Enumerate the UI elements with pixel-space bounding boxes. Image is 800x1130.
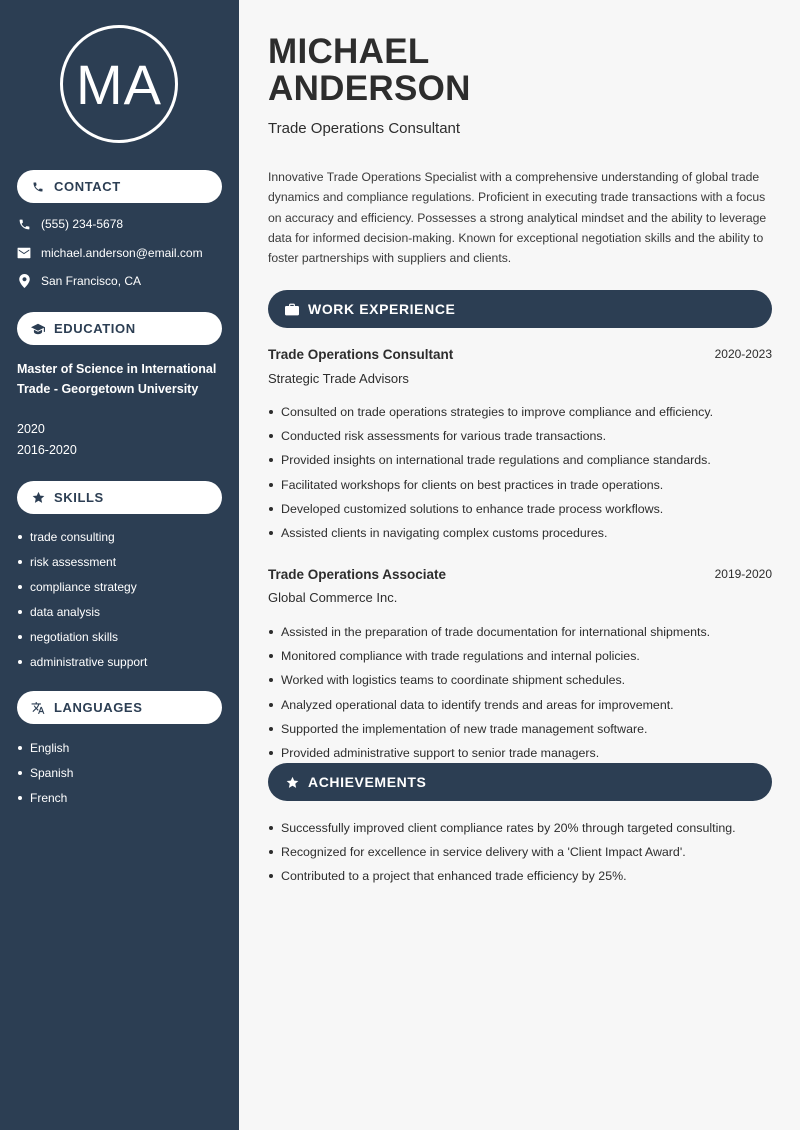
translate-icon [31,701,45,715]
skill-item: trade consulting [17,529,147,554]
achievement-item: Successfully improved client compliance rates by 20% through targeted consulting. [268,820,772,844]
achievements-heading [268,763,772,801]
job-title: Trade Operations Consultant [268,347,454,362]
achievements-list [268,820,772,893]
job-company: Strategic Trade Advisors [268,371,409,386]
job-bullet: Provided administrative support to senior trade managers. [268,745,772,769]
skill-item: data analysis [17,604,147,629]
email-text[interactable]: michael.anderson@email.com [41,246,203,260]
briefcase-icon [285,302,299,316]
job-dates: 2020-2023 [714,347,772,361]
language-item: French [17,790,73,815]
graduation-cap-icon [31,322,45,336]
job-bullet: Assisted clients in navigating complex customs procedures. [268,525,772,549]
candidate-title: Trade Operations Consultant [268,120,461,137]
job-bullets [268,404,772,549]
skills-heading-label: SKILLS [54,490,104,505]
star-icon [285,775,299,789]
education-year: 2020 [17,422,45,436]
contact-email [17,246,203,260]
profile-summary: Innovative Trade Operations Specialist with a comprehensive understanding of global trade dynamics and compliance regulations. Proficient in executing trade transactions with a focus on accuracy and efficiency. Possesses a strong analytical mindset and the ability to leverage data for informed decision-making. Known for exceptional negotiation skills and the ability to foster partnerships with suppliers and clients. [268,170,767,266]
education-period: 2016-2020 [17,443,77,457]
languages-heading [17,691,222,724]
name-last: ANDERSON [268,69,471,108]
contact-phone [17,217,123,231]
job-bullet: Assisted in the preparation of trade documentation for international shipments. [268,624,772,648]
job-bullets [268,624,772,769]
work-heading-label: WORK EXPERIENCE [308,301,456,317]
phone-icon [31,180,45,194]
phone-text[interactable]: (555) 234-5678 [41,217,124,231]
skills-list [17,529,147,679]
email-icon [17,246,31,260]
contact-location [17,274,141,288]
contact-heading-label: CONTACT [54,179,121,194]
education-heading-label: EDUCATION [54,321,136,336]
achievement-item: Recognized for excellence in service delivery with a 'Client Impact Award'. [268,844,772,868]
languages-heading-label: LANGUAGES [54,700,143,715]
job-bullet: Monitored compliance with trade regulations and internal policies. [268,648,772,672]
job-bullet: Provided insights on international trade regulations and compliance standards. [268,452,772,476]
star-icon [31,491,45,505]
job-bullet: Consulted on trade operations strategies to improve compliance and efficiency. [268,404,772,428]
skills-heading [17,481,222,514]
achievements-heading-label: ACHIEVEMENTS [308,774,427,790]
phone-icon [17,217,31,231]
sidebar [0,0,239,1130]
job-company: Global Commerce Inc. [268,590,398,605]
job-title: Trade Operations Associate [268,567,447,582]
education-heading [17,312,222,345]
work-experience-heading [268,290,772,328]
skill-item: administrative support [17,654,147,679]
job-bullet: Worked with logistics teams to coordinate shipment schedules. [268,672,772,696]
location-pin-icon [17,274,31,288]
language-item: English [17,740,73,765]
avatar-initials: MA [60,25,178,143]
skill-item: risk assessment [17,554,147,579]
job-bullet: Analyzed operational data to identify trends and areas for improvement. [268,697,772,721]
job-bullet: Conducted risk assessments for various trade transactions. [268,428,772,452]
job-bullet: Developed customized solutions to enhance trade process workflows. [268,501,772,525]
education-degree: Master of Science in International Trade - Georgetown University [17,362,217,396]
job-bullet: Supported the implementation of new trade management software. [268,721,772,745]
language-item: Spanish [17,765,73,790]
name-first: MICHAEL [268,32,430,71]
location-text: San Francisco, CA [41,274,142,288]
skill-item: negotiation skills [17,629,147,654]
languages-list [17,740,73,815]
job-dates: 2019-2020 [714,567,772,581]
job-bullet: Facilitated workshops for clients on best practices in trade operations. [268,477,772,501]
candidate-name [268,33,471,107]
skill-item: compliance strategy [17,579,147,604]
achievement-item: Contributed to a project that enhanced trade efficiency by 25%. [268,868,772,892]
contact-heading [17,170,222,203]
